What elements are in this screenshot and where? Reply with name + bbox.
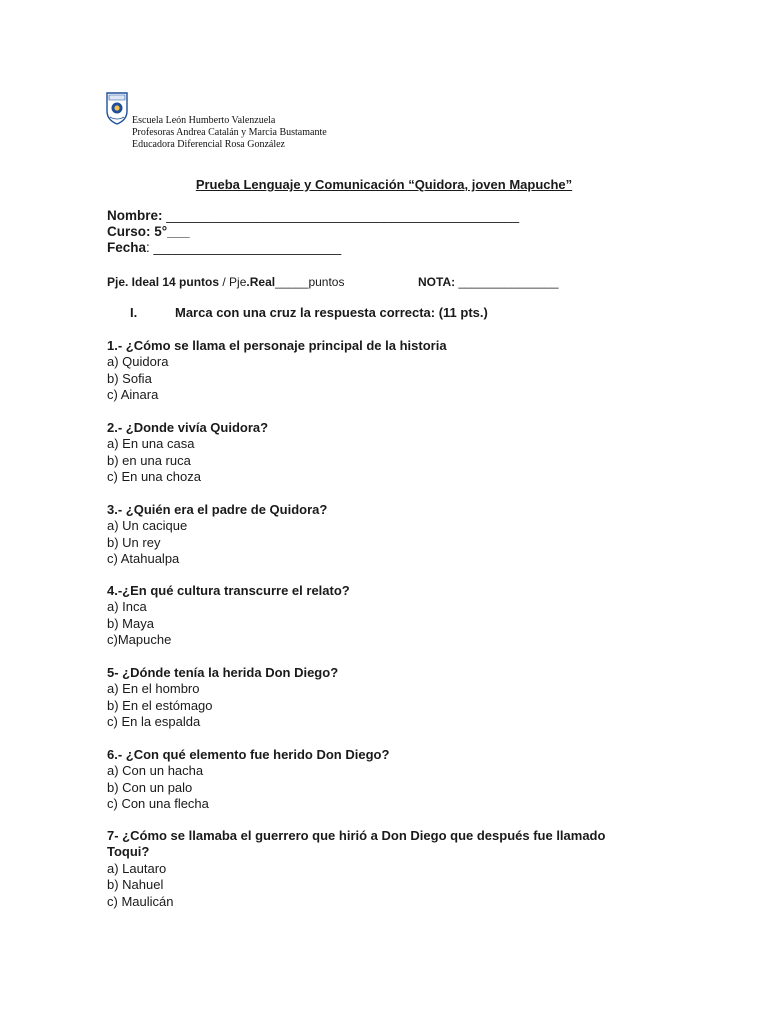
curso-value: 5°___ [150, 224, 190, 239]
score-separator: / Pje [219, 275, 247, 289]
nombre-blank: _______________________________________________ [162, 208, 520, 223]
answer-option[interactable]: b) Con un palo [107, 779, 193, 795]
question-text: 7- ¿Cómo se llamaba el guerrero que hirió a Don Diego que después fue llamado Toqui? [107, 828, 606, 860]
question-text: 1.- ¿Cómo se llama el personaje principal de la historia [107, 338, 447, 353]
nota-label: NOTA: [418, 275, 456, 289]
section-instruction: Marca con una cruz la respuesta correcta: (11 pts.) [175, 305, 488, 320]
curso-field [107, 224, 190, 240]
nombre-field [107, 208, 519, 224]
answer-option[interactable]: a) Lautaro [107, 860, 167, 876]
nota-blank: _______________ [455, 275, 559, 289]
answer-option[interactable]: b) Un rey [107, 534, 161, 550]
educator-line: Educadora Diferencial Rosa González [132, 139, 285, 150]
school-header [132, 115, 327, 151]
test-title: Prueba Lenguaje y Comunicación “Quidora, joven Mapuche” [195, 177, 573, 192]
section-number: I. [130, 305, 138, 320]
question-block [107, 583, 647, 649]
answer-option[interactable]: c)Mapuche [107, 632, 172, 648]
answer-option[interactable]: c) En una choza [107, 469, 201, 485]
answer-option[interactable]: a) En el hombro [107, 681, 200, 697]
answer-option[interactable]: a) Quidora [107, 354, 169, 370]
question-text: 4.-¿En qué cultura transcurre el relato? [107, 583, 350, 598]
teachers-line: Profesoras Andrea Catalán y Marcia Bustamante [132, 127, 327, 138]
question-block [107, 502, 647, 568]
answer-option[interactable]: c) Con una flecha [107, 796, 209, 812]
question-block [107, 665, 647, 731]
answer-option[interactable]: a) Un cacique [107, 518, 188, 534]
question-text: 3.- ¿Quién era el padre de Quidora? [107, 502, 328, 517]
question-block [107, 747, 647, 813]
answer-option[interactable]: b) Sofia [107, 370, 152, 386]
answer-option[interactable]: a) Inca [107, 599, 147, 615]
fecha-blank: : _________________________ [146, 240, 342, 255]
real-score-label: .Real [246, 275, 276, 289]
answer-option[interactable]: b) Maya [107, 615, 154, 631]
nota-field [418, 275, 559, 289]
question-text: 2.- ¿Donde vivía Quidora? [107, 420, 269, 435]
school-name: Escuela León Humberto Valenzuela [132, 115, 276, 126]
school-shield-logo-icon [105, 91, 129, 125]
answer-option[interactable]: b) Nahuel [107, 877, 164, 893]
ideal-score-label: Pje. Ideal 14 puntos [107, 275, 220, 289]
real-score-blank: _____puntos [275, 275, 345, 289]
fecha-field [107, 240, 341, 256]
answer-option[interactable]: a) En una casa [107, 436, 195, 452]
question-block [107, 828, 647, 910]
answer-option[interactable]: b) en una ruca [107, 452, 191, 468]
question-text: 5- ¿Dónde tenía la herida Don Diego? [107, 665, 339, 680]
answer-option[interactable]: a) Con un hacha [107, 763, 204, 779]
question-text: 6.- ¿Con qué elemento fue herido Don Diego? [107, 747, 390, 762]
curso-label: Curso: [107, 224, 151, 239]
answer-option[interactable]: b) En el estómago [107, 697, 213, 713]
question-block [107, 338, 647, 404]
nombre-label: Nombre: [107, 208, 163, 223]
answer-option[interactable]: c) En la espalda [107, 714, 201, 730]
answer-option[interactable]: c) Ainara [107, 387, 159, 403]
question-block [107, 420, 647, 486]
score-line [107, 275, 344, 289]
answer-option[interactable]: c) Atahualpa [107, 551, 180, 567]
answer-option[interactable]: c) Maulicán [107, 893, 174, 909]
fecha-label: Fecha [107, 240, 147, 255]
